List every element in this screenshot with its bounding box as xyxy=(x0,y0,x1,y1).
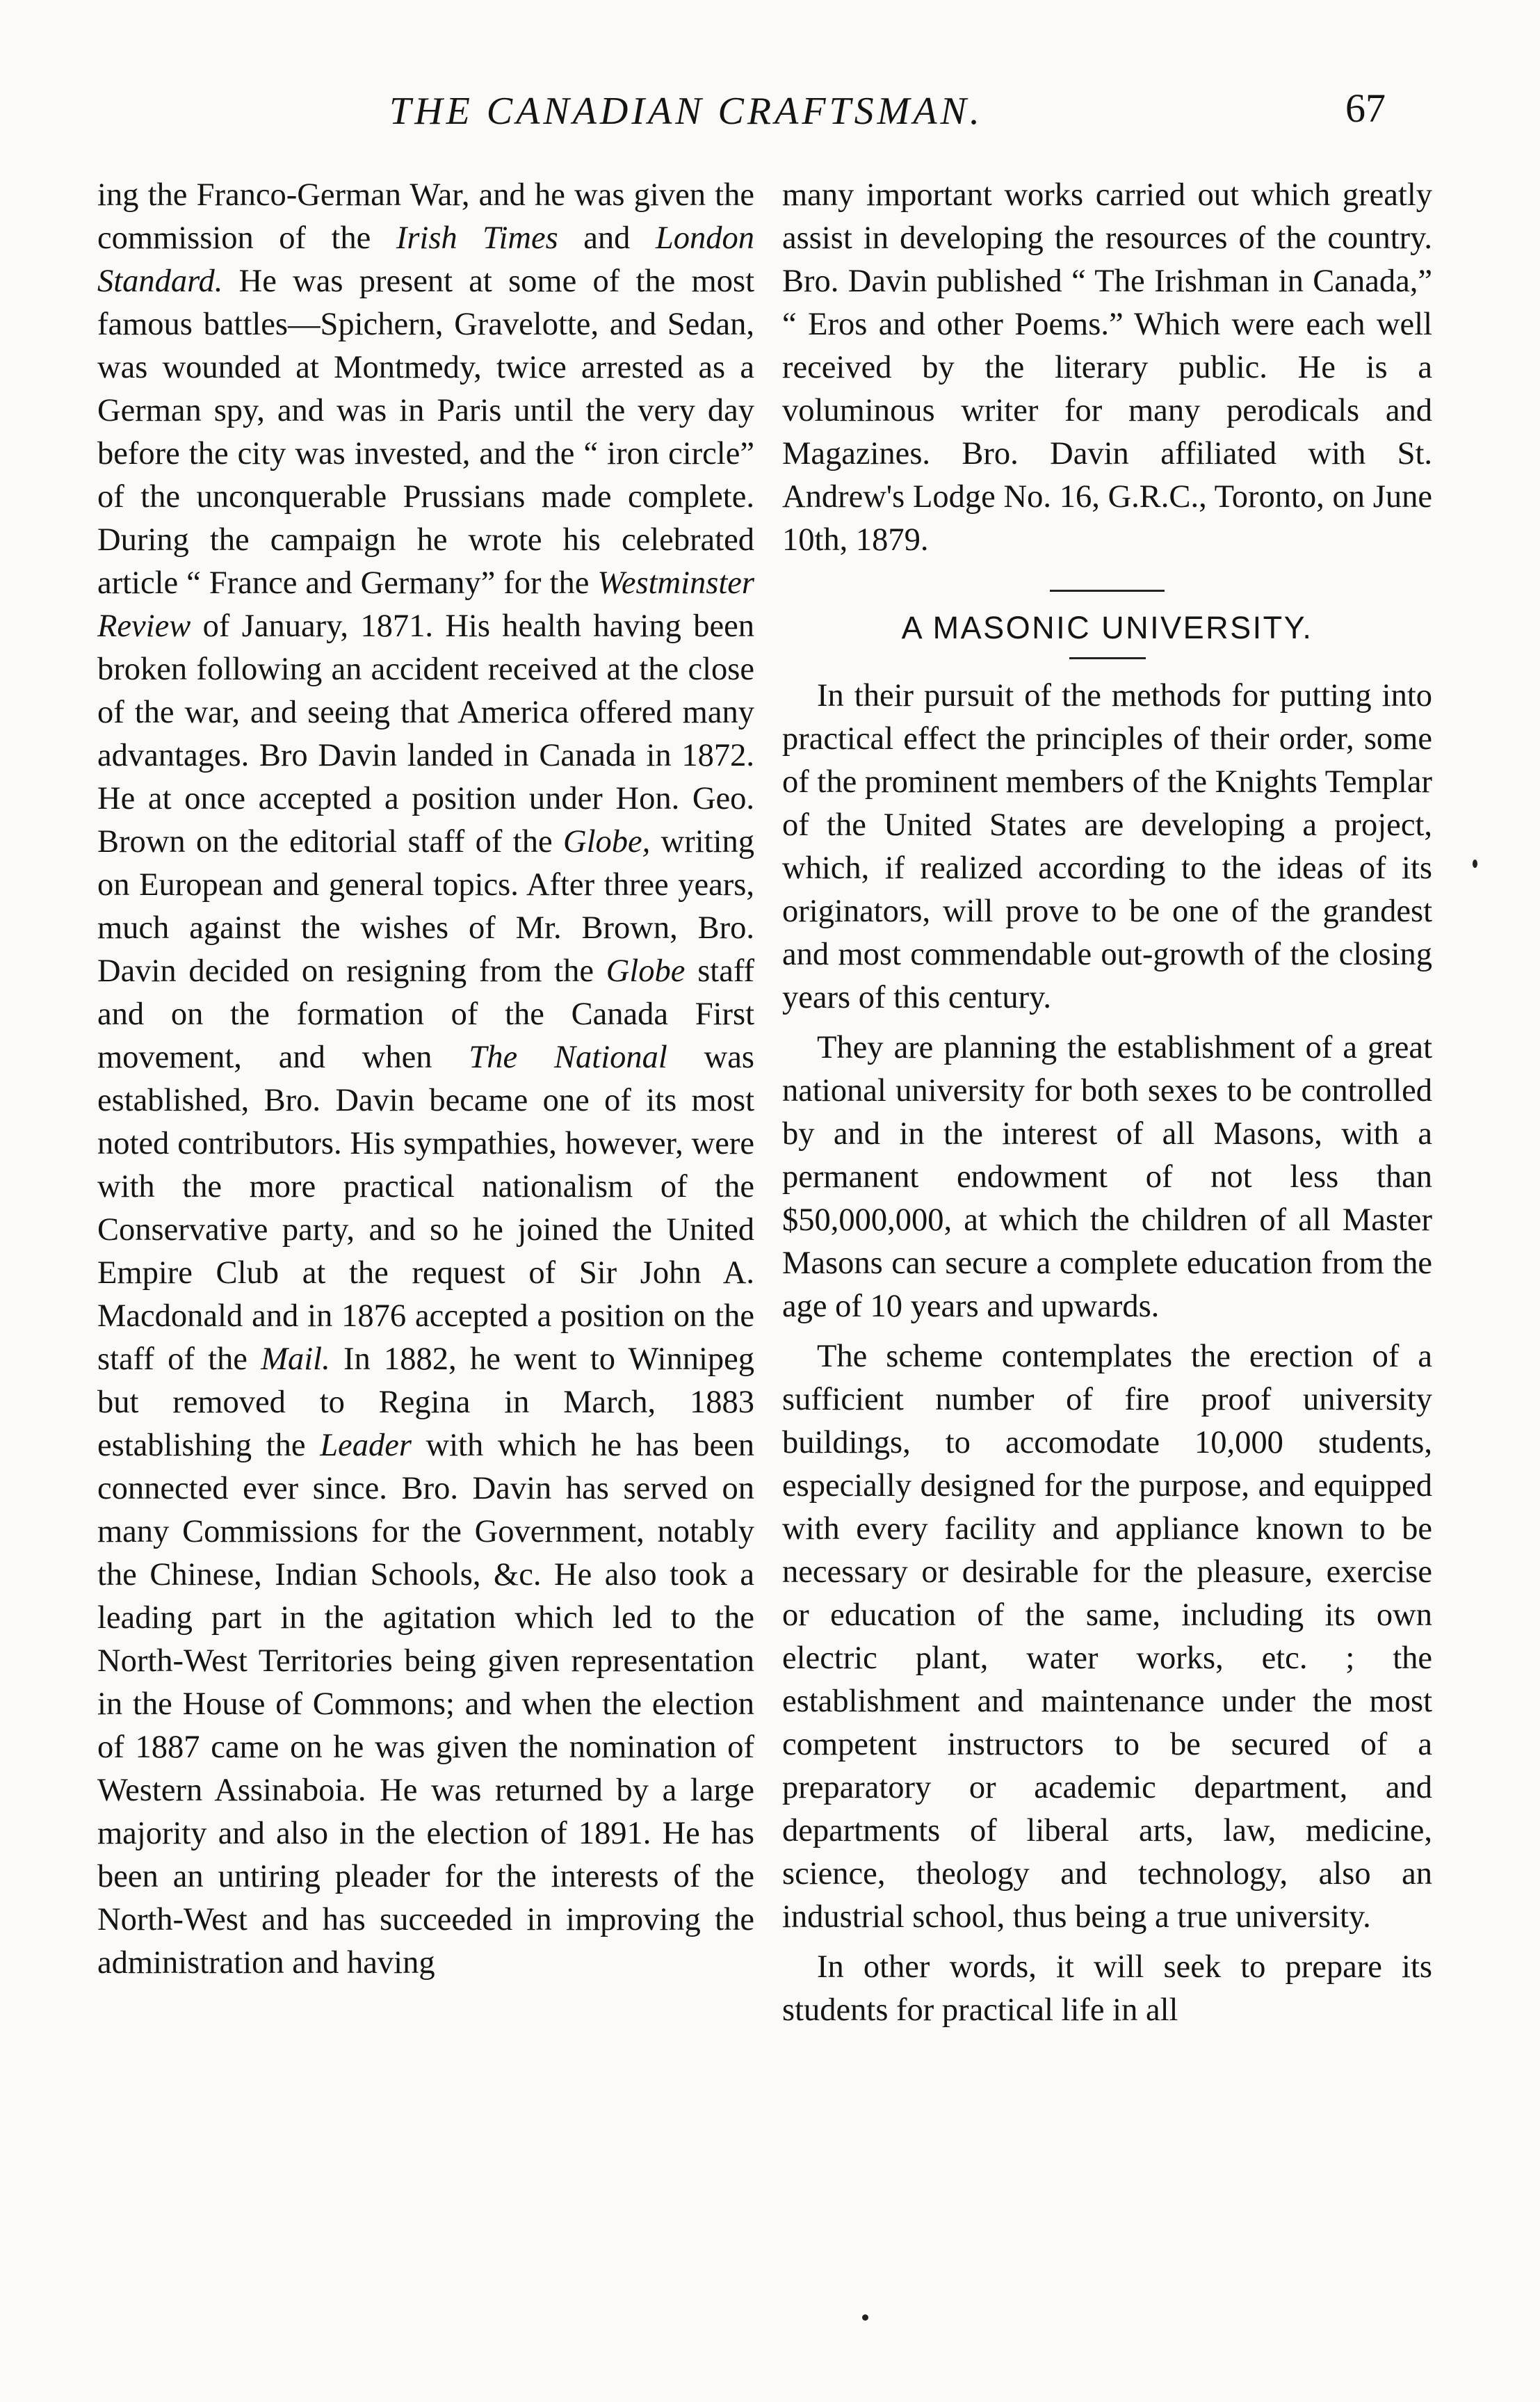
body-text: In 1882, he went to Winnipeg but removed to Regina in March, 1883 establishing the xyxy=(97,1341,754,1463)
italic-publication-title: London Standard. xyxy=(97,220,754,299)
italic-publication-title: Irish Times xyxy=(396,220,558,256)
italic-publication-title: Leader xyxy=(320,1428,412,1463)
running-header xyxy=(0,86,1540,145)
section-divider xyxy=(1050,590,1165,592)
heading-underline xyxy=(1069,657,1146,659)
print-speck xyxy=(1473,860,1477,868)
italic-publication-title: Westminster Review xyxy=(97,565,754,644)
italic-publication-title: Globe xyxy=(606,953,686,989)
left-column-paragraph xyxy=(97,174,754,1985)
italic-publication-title: The National xyxy=(469,1040,667,1075)
page-number: 67 xyxy=(1345,86,1386,131)
right-column xyxy=(782,174,1432,2032)
left-column xyxy=(97,174,754,1985)
italic-publication-title: Mail. xyxy=(261,1341,330,1377)
body-text: was established, Bro. Davin became one of its most noted contributors. His sympathies, however, were with the more practical nationalism of the Conservative party, and so he joined the United Empire Club at the request of Sir John A. Macdonald and in 1876 accepted a position on the staff of the xyxy=(97,1040,754,1377)
section-heading: A MASONIC UNIVERSITY. xyxy=(901,610,1313,645)
article-paragraph: They are planning the establishment of a great national university for both sexes to be controlled by and in the interest of all Masons, with a permanent endowment of not less than $50,000,000, at which the children of all Master Masons can secure a complete education from the age of 10 years and upwards. xyxy=(782,1030,1432,1324)
body-text: of January, 1871. His health having been broken following an accident received at the close of the war, and seeing that America offered many advantages. Bro Davin landed in Canada in 1872. He at once accepted a position under Hon. Geo. Brown on the editorial staff of the xyxy=(97,608,754,860)
body-text: He was present at some of the most famous battles—Spichern, Gravelotte, and Sedan, was wounded at Montmedy, twice arrested as a German spy, and was in Paris until the very day before the city was invested, and the “ iron circle” of the unconquerable Prussians made complete. During the campaign he wrote his celebrated article “ France and Germany” for the xyxy=(97,264,754,601)
body-text: with which he has been connected ever since. Bro. Davin has served on many Commissions for the Government, notably the Chinese, Indian Schools, &c. He also took a leading part in the agitation which led to the North-West Territories being given representation in the House of Commons; and when the election of 1887 came on he was given the nomination of Western Assinaboia. He was returned by a large majority and also in the election of 1891. He has been an untiring pleader for the interests of the North-West and has succeeded in improving the administration and having xyxy=(97,1428,754,1981)
continued-paragraph: many important works carried out which greatly assist in developing the resources of the country. Bro. Davin published “ The Irishman in Canada,” “ Eros and other Poems.” Which were each well received by the literary public. He is a voluminous writer for many perodicals and Magazines. Bro. Davin affiliated with St. Andrew's Lodge No. 16, G.R.C., Toronto, on June 10th, 1879. xyxy=(782,177,1432,558)
print-speck xyxy=(862,2314,868,2321)
body-text: and xyxy=(558,220,656,256)
article-paragraph: In other words, it will seek to prepare its students for practical life in all xyxy=(782,1949,1432,2028)
article-paragraph: The scheme contemplates the erection of a sufficient number of fire proof university buildings, to accomodate 10,000 students, especially designed for the purpose, and equipped with every facility and appliance known to be necessary or desirable for the pleasure, exercise or education of the same, including its own electric plant, water works, etc. ; the establishment and maintenance under the most competent instructors to be secured of a preparatory or academic department, and departments of liberal arts, law, medicine, science, theology and technology, also an industrial school, thus being a true university. xyxy=(782,1339,1432,1935)
body-text: ing the Franco-German War, and he was given the commission of the xyxy=(97,177,754,256)
running-title: THE CANADIAN CRAFTSMAN. xyxy=(389,90,983,133)
italic-publication-title: Globe, xyxy=(563,824,651,860)
body-text: writing on European and general topics. After three years, much against the wishes of Mr. Brown, Bro. Davin decided on resigning from the xyxy=(97,824,754,989)
body-text: staff and on the formation of the Canada First movement, and when xyxy=(97,953,754,1075)
article-paragraph: In their pursuit of the methods for putting into practical effect the principles of their order, some of the prominent members of the Knights Templar of the United States are developing a project, which, if realized according to the ideas of its originators, will prove to be one of the grandest and most commendable out-growth of the closing years of this century. xyxy=(782,678,1432,1015)
